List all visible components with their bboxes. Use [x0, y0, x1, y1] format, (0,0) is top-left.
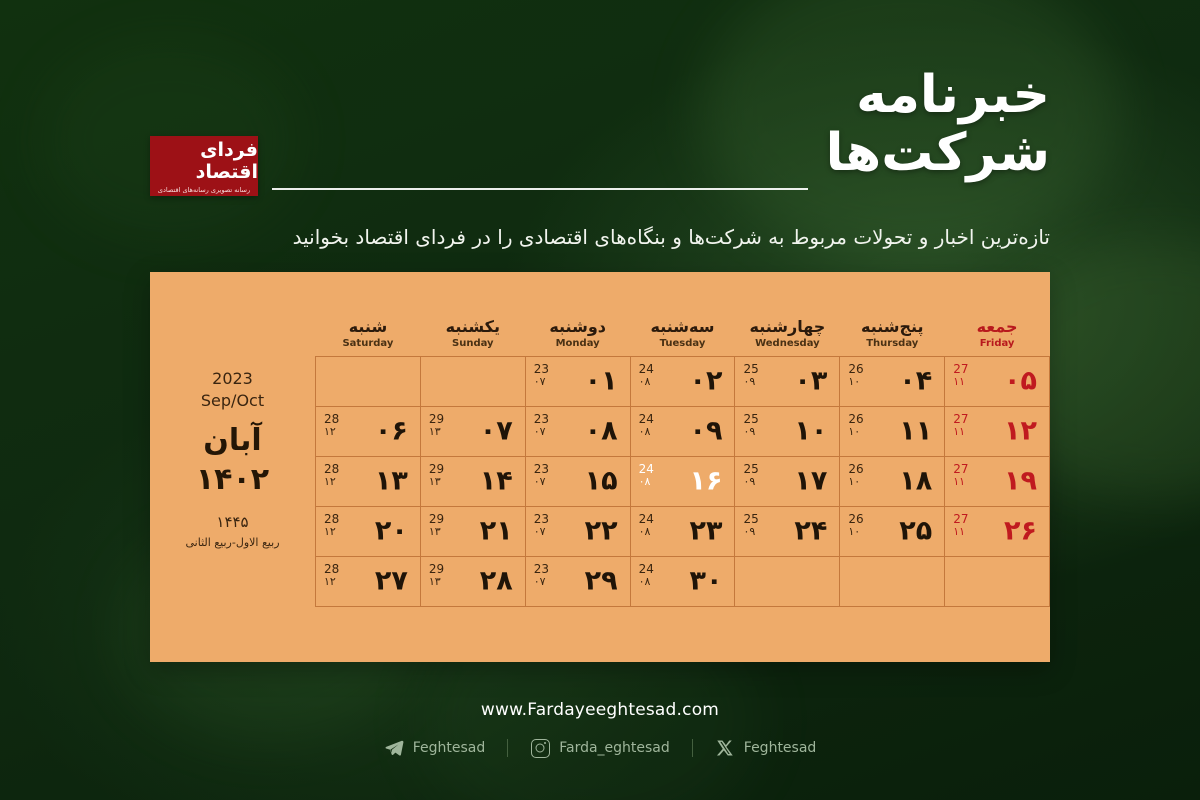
hijri-day-number: ۰۸	[638, 425, 651, 439]
calendar-day-cell[interactable]	[735, 356, 840, 406]
gregorian-day-number: 27	[953, 361, 969, 376]
gregorian-year: 2023	[212, 369, 253, 388]
calendar-day-cell[interactable]	[420, 506, 525, 556]
jalali-day-number: ۰۵	[1004, 365, 1037, 397]
gregorian-day-number: 28	[324, 511, 340, 526]
page-title	[826, 66, 1050, 182]
jalali-day-number: ۲۴	[794, 515, 828, 547]
calendar-month-panel	[150, 272, 315, 662]
hijri-day-number: ۱۰	[848, 525, 861, 539]
gregorian-day-number: 26	[848, 361, 864, 376]
calendar-day-cell[interactable]	[525, 356, 630, 406]
secondary-dates	[429, 413, 444, 439]
jalali-day-number: ۱۶	[689, 465, 723, 497]
secondary-dates	[534, 413, 549, 439]
secondary-dates	[534, 513, 549, 539]
hijri-day-number: ۱۰	[848, 475, 861, 489]
gregorian-day-number: 23	[533, 361, 549, 376]
jalali-day-number: ۲۰	[374, 515, 408, 547]
social-handle-telegram: Feghtesad	[412, 740, 486, 756]
gregorian-day-number: 29	[428, 411, 445, 426]
gregorian-day-number: 23	[533, 411, 549, 426]
secondary-dates	[534, 363, 549, 389]
secondary-dates	[639, 363, 654, 389]
hijri-day-number: ۱۰	[848, 425, 861, 439]
social-link-x[interactable]	[693, 738, 839, 758]
calendar-day-cell[interactable]	[630, 556, 735, 606]
calendar-day-cell[interactable]	[420, 456, 525, 506]
secondary-dates	[324, 463, 339, 489]
instagram-icon	[530, 738, 550, 758]
calendar-day-cell[interactable]	[630, 406, 735, 456]
gregorian-day-number: 23	[533, 461, 549, 476]
gregorian-day-number: 27	[953, 461, 969, 476]
calendar-day-cell[interactable]	[525, 556, 630, 606]
gregorian-day-number: 24	[638, 361, 654, 376]
secondary-dates	[639, 513, 654, 539]
jalali-day-number: ۱۲	[1004, 415, 1037, 447]
calendar-week-row	[316, 556, 1050, 606]
hijri-day-number: ۱۳	[428, 475, 441, 489]
calendar-day-cell[interactable]	[525, 456, 630, 506]
hijri-day-number: ۱۰	[848, 375, 861, 389]
jalali-day-number: ۱۵	[584, 465, 618, 497]
calendar-table	[315, 318, 1050, 607]
hijri-day-number: ۱۲	[324, 425, 336, 439]
weekday-friday: جمعه Friday	[976, 317, 1018, 350]
jalali-day-number: ۲۹	[584, 565, 618, 597]
calendar-day-cell[interactable]	[945, 456, 1050, 506]
social-link-telegram[interactable]	[362, 738, 508, 758]
jalali-day-number: ۱۳	[374, 465, 408, 497]
hijri-year: ۱۴۴۵	[216, 513, 249, 531]
secondary-dates	[848, 463, 863, 489]
social-handle-instagram: Farda_eghtesad	[559, 740, 670, 756]
hijri-day-number: ۱۲	[324, 525, 336, 539]
jalali-day-number: ۲۶	[1004, 515, 1037, 547]
gregorian-day-number: 26	[848, 461, 864, 476]
calendar-day-cell[interactable]	[630, 356, 735, 406]
hijri-day-number: ۰۸	[638, 525, 651, 539]
hijri-day-number: ۰۹	[743, 425, 756, 439]
hijri-day-number: ۱۲	[324, 575, 336, 589]
secondary-dates	[743, 413, 758, 439]
jalali-day-number: ۲۲	[584, 515, 618, 547]
jalali-day-number: ۱۱	[899, 415, 933, 447]
jalali-day-number: ۱۷	[794, 465, 828, 497]
jalali-day-number: ۲۸	[479, 565, 513, 597]
gregorian-day-number: 26	[848, 511, 864, 526]
jalali-day-number: ۱۰	[794, 415, 828, 447]
gregorian-day-number: 29	[428, 561, 445, 576]
calendar-day-cell[interactable]	[316, 556, 421, 606]
hijri-day-number: ۰۷	[533, 475, 546, 489]
calendar-day-cell[interactable]	[945, 506, 1050, 556]
jalali-day-number: ۰۴	[899, 365, 933, 397]
hijri-day-number: ۰۷	[533, 525, 546, 539]
hijri-day-number: ۰۸	[638, 475, 651, 489]
weekday-wednesday: چهارشنبه Wednesday	[749, 317, 826, 350]
jalali-day-number: ۰۷	[479, 415, 513, 447]
poster-header	[0, 0, 1200, 268]
gregorian-day-number: 27	[953, 411, 969, 426]
calendar-day-empty	[735, 556, 840, 606]
social-link-instagram[interactable]	[508, 738, 692, 758]
secondary-dates	[534, 563, 549, 589]
calendar-day-cell[interactable]	[840, 506, 945, 556]
secondary-dates	[848, 363, 863, 389]
gregorian-day-number: 24	[638, 511, 654, 526]
hijri-day-number: ۱۲	[324, 475, 336, 489]
header-divider	[272, 188, 808, 190]
secondary-dates	[953, 363, 968, 389]
weekday-thursday: پنج‌شنبه Thursday	[860, 317, 924, 350]
secondary-dates	[429, 463, 444, 489]
secondary-dates	[324, 513, 339, 539]
hijri-day-number: ۱۳	[428, 425, 441, 439]
calendar-week-row	[316, 456, 1050, 506]
calendar-day-cell[interactable]	[945, 356, 1050, 406]
jalali-day-number: ۰۸	[584, 415, 618, 447]
secondary-dates	[743, 363, 758, 389]
calendar-day-cell[interactable]	[316, 406, 421, 456]
gregorian-day-number: 23	[533, 561, 549, 576]
hijri-day-number: ۱۱	[953, 475, 966, 489]
secondary-dates	[534, 463, 549, 489]
secondary-dates	[639, 463, 654, 489]
title-line-2: شرکت‌ها	[825, 123, 1050, 184]
jalali-day-number: ۰۱	[584, 365, 618, 397]
secondary-dates	[429, 513, 444, 539]
brand-logo[interactable]	[150, 136, 258, 196]
calendar-card	[150, 272, 1050, 662]
calendar-day-cell[interactable]	[840, 456, 945, 506]
weekday-tuesday: سه‌شنبه Tuesday	[650, 317, 715, 350]
jalali-day-number: ۰۹	[689, 415, 723, 447]
gregorian-day-number: 25	[743, 361, 759, 376]
calendar-day-cell[interactable]	[525, 406, 630, 456]
social-handle-x: Feghtesad	[743, 740, 817, 756]
calendar-day-cell[interactable]	[735, 456, 840, 506]
jalali-day-number: ۱۴	[479, 465, 513, 497]
weekday-monday: دوشنبه Monday	[549, 317, 606, 350]
calendar-day-cell[interactable]	[316, 456, 421, 506]
gregorian-day-number: 24	[638, 561, 654, 576]
jalali-day-number: ۰۲	[689, 365, 723, 397]
calendar-grid-wrapper	[315, 272, 1050, 662]
jalali-year: ۱۴۰۲	[195, 462, 270, 497]
gregorian-day-number: 28	[324, 411, 340, 426]
secondary-dates	[324, 563, 339, 589]
calendar-day-cell[interactable]	[735, 406, 840, 456]
title-line-1: خبرنامه	[856, 65, 1050, 125]
calendar-day-cell[interactable]	[420, 556, 525, 606]
hijri-day-number: ۱۱	[953, 425, 966, 439]
secondary-dates	[743, 463, 758, 489]
secondary-dates	[639, 413, 654, 439]
calendar-day-empty	[420, 356, 525, 406]
secondary-dates	[848, 513, 863, 539]
hijri-day-number: ۰۸	[638, 375, 651, 389]
hijri-months: ربیع الاول-ربیع الثانی	[185, 536, 280, 549]
hijri-day-number: ۰۹	[743, 375, 756, 389]
jalali-day-number: ۲۷	[374, 565, 408, 597]
jalali-day-number: ۲۵	[899, 515, 933, 547]
calendar-week-row	[316, 406, 1050, 456]
calendar-day-empty	[945, 556, 1050, 606]
brand-logo-tagline: رسانه تصویری رسانه‌های اقتصادی	[157, 185, 251, 194]
calendar-day-cell[interactable]	[525, 506, 630, 556]
calendar-body	[316, 356, 1050, 606]
secondary-dates	[639, 563, 654, 589]
gregorian-day-number: 27	[953, 511, 969, 526]
social-links	[0, 738, 1200, 758]
calendar-day-cell[interactable]	[840, 406, 945, 456]
calendar-day-cell[interactable]	[630, 506, 735, 556]
calendar-day-cell[interactable]	[316, 506, 421, 556]
gregorian-day-number: 26	[848, 411, 864, 426]
gregorian-day-number: 24	[638, 411, 654, 426]
secondary-dates	[848, 413, 863, 439]
page-subtitle: تازه‌ترین اخبار و تحولات مربوط به شرکت‌ها و بنگاه‌های اقتصادی را در فردای اقتصاد بخوانید	[292, 225, 1050, 249]
calendar-day-empty	[840, 556, 945, 606]
calendar-week-row	[316, 506, 1050, 556]
jalali-day-number: ۰۳	[794, 365, 828, 397]
brand-logo-name: فردای اقتصاد	[195, 138, 258, 183]
calendar-weekday-header	[316, 318, 1050, 356]
secondary-dates	[953, 513, 968, 539]
website-url[interactable]: www.Fardayeeghtesad.com	[480, 700, 720, 720]
jalali-day-number: ۱۸	[899, 465, 933, 497]
hijri-day-number: ۰۹	[743, 475, 756, 489]
hijri-day-number: ۱۱	[953, 525, 966, 539]
hijri-day-number: ۰۷	[533, 425, 546, 439]
jalali-day-number: ۲۱	[479, 515, 513, 547]
secondary-dates	[953, 463, 968, 489]
gregorian-day-number: 28	[324, 561, 340, 576]
weekday-saturday: شنبه Saturday	[342, 317, 394, 350]
calendar-day-cell[interactable]	[420, 406, 525, 456]
hijri-day-number: ۰۷	[533, 575, 546, 589]
calendar-day-today[interactable]	[630, 456, 735, 506]
hijri-day-number: ۱۱	[953, 375, 966, 389]
weekday-sunday: یکشنبه Sunday	[445, 317, 500, 350]
hijri-day-number: ۰۷	[533, 375, 546, 389]
gregorian-months: Sep/Oct	[200, 391, 265, 410]
hijri-day-number: ۰۹	[743, 525, 756, 539]
calendar-day-empty	[316, 356, 421, 406]
x-twitter-icon	[715, 738, 735, 758]
gregorian-day-number: 25	[743, 511, 759, 526]
jalali-month: آبان	[203, 423, 262, 458]
jalali-day-number: ۰۶	[374, 415, 408, 447]
gregorian-day-number: 28	[324, 461, 340, 476]
jalali-day-number: ۳۰	[689, 565, 723, 597]
calendar-day-cell[interactable]	[945, 406, 1050, 456]
secondary-dates	[324, 413, 339, 439]
calendar-day-cell[interactable]	[735, 506, 840, 556]
jalali-day-number: ۲۳	[689, 515, 723, 547]
gregorian-day-number: 29	[428, 511, 445, 526]
calendar-week-row	[316, 356, 1050, 406]
secondary-dates	[953, 413, 968, 439]
gregorian-day-number: 25	[743, 411, 759, 426]
gregorian-day-number: 24	[638, 461, 654, 476]
hijri-day-number: ۱۳	[428, 525, 441, 539]
gregorian-day-number: 29	[428, 461, 445, 476]
hijri-day-number: ۱۳	[428, 575, 441, 589]
jalali-day-number: ۱۹	[1004, 465, 1037, 497]
gregorian-day-number: 25	[743, 461, 759, 476]
gregorian-day-number: 23	[533, 511, 549, 526]
hijri-day-number: ۰۸	[638, 575, 651, 589]
secondary-dates	[429, 563, 444, 589]
telegram-icon	[384, 738, 404, 758]
secondary-dates	[743, 513, 758, 539]
calendar-day-cell[interactable]	[840, 356, 945, 406]
